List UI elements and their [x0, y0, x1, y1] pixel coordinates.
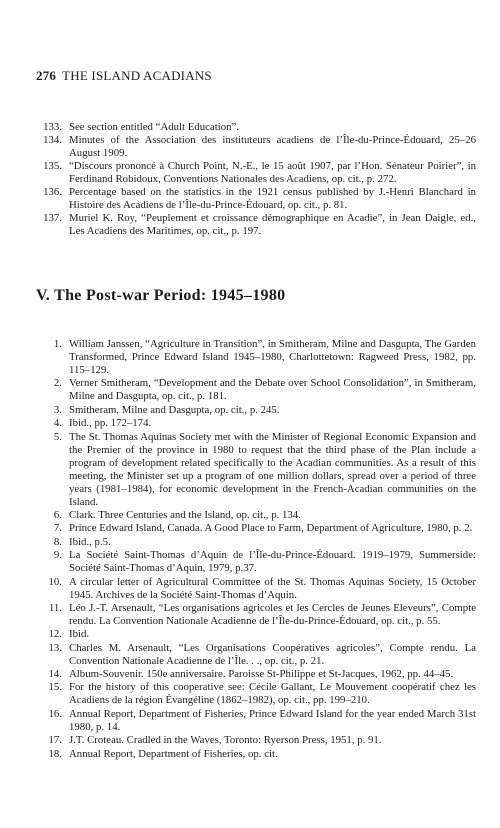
endnote-item [36, 522, 476, 535]
endnote-number: 11. [48, 601, 62, 614]
endnote-text: J.T. Croteau. Cradled in the Waves, Toronto: Ryerson Press, 1951, p. 91. [69, 734, 382, 747]
endnote-text: Annual Report, Department of Fisheries, op. cit. [69, 747, 278, 760]
endnote-item [36, 681, 476, 707]
endnote-text: “Discours prononcé à Church Point, N.-E., le 15 août 1907, par l’Hon. Sénateur Poirier”, in Ferdinand Robidoux, Conventions Nationales des Acadiens, op. cit., p. 272. [69, 160, 476, 185]
endnote-text: Léo J.-T. Arsenault, “Les organisations agricoles et les Cercles de Jeunes Eleveurs”, Compte rendu. La Convention Nationale Acadienne de l’Île-du-Prince-Édouard, op. cit., p. 55. [69, 601, 476, 627]
endnote-text: See section entitled “Adult Education”. [69, 121, 239, 133]
endnote-text: Verner Smitheram, “Development and the Debate over School Consolidation”, in Smitheram, Milne and Dasgupta, op. cit., p. 181. [69, 377, 476, 403]
endnote-text: Album-Souvenir. 150e anniversaire. Paroisse St-Philippe et St-Jacques, 1962, pp. 44–45. [69, 668, 454, 681]
endnote-item [36, 642, 476, 668]
endnote-number: 12. [48, 628, 62, 641]
endnote-text: Prince Edward Island, Canada. A Good Place to Farm, Department of Agriculture, 1980, p. 2. [69, 522, 473, 535]
endnotes-list-chapter-iv [36, 121, 476, 238]
endnote-number: 7. [53, 522, 62, 535]
endnote-item [36, 160, 476, 186]
endnote-text: Charles M. Arsenault, “Les Organisations Coopératives agricoles”, Compte rendu. La Convention Nationale Acadienne de l’Île. . ., op. cit., p. 21. [69, 641, 476, 667]
endnote-number: 14. [48, 668, 62, 681]
endnote-item [36, 536, 476, 549]
endnote-item [36, 134, 476, 160]
endnote-text: La Société Saint-Thomas d’Aquin de l’Île-du-Prince-Édouard. 1919–1979, Summerside: Société Saint-Thomas d’Aquin, 1979, p.37. [69, 549, 476, 575]
endnote-number: 9. [53, 549, 62, 562]
endnote-text: Minutes of the Association des instituteurs acadiens de l’Île-du-Prince-Édouard, 25–26 August 1909. [69, 134, 476, 159]
section-heading: V. The Post-war Period: 1945–1980 [36, 287, 286, 304]
endnote-text: Ibid. [69, 628, 90, 641]
endnote-text: Muriel K. Roy, “Peuplement et croissance démographique en Acadie”, in Jean Daigle, ed., Les Acadiens des Maritimes, op. cit., p. 197. [69, 212, 476, 237]
endnote-number: 8. [53, 535, 62, 548]
endnote-item [36, 212, 476, 238]
endnote-number: 13. [48, 641, 62, 654]
endnote-item [36, 404, 476, 417]
endnotes-list-chapter-v [36, 338, 476, 761]
endnote-item [36, 509, 476, 522]
endnote-item [36, 338, 476, 377]
endnote-text: For the history of this cooperative see: Cécile Gallant, Le Mouvement coopératif chez les Acadiens de la région Évangéline (1862–1982), op. cit., pp. 199–210. [69, 681, 476, 707]
endnote-number: 137. [43, 212, 62, 224]
endnote-number: 2. [53, 377, 62, 390]
endnote-item [36, 734, 476, 747]
endnote-text: William Janssen, “Agriculture in Transition”, in Smitheram, Milne and Dasgupta, The Garden Transformed, Prince Edward Island 1945–1980, Charlottetown: Ragweed Press, 1982, pp. 115–129. [69, 338, 476, 376]
endnote-number: 18. [48, 747, 62, 760]
endnote-item [36, 377, 476, 403]
endnote-item [36, 708, 476, 734]
endnote-number: 3. [53, 403, 62, 416]
endnote-text: The St. Thomas Aquinas Society met with the Minister of Regional Economic Expansion and the Premier of the province in 1980 to request that the third phase of the Plan include a program of development related specifically to the Acadian communities. As a result of this meeting, the Minister set up a program of one million dollars, spread over a period of three years (1981–1984), for economic development in the French-Acadian communities on the Island. [69, 430, 476, 508]
endnote-number: 17. [48, 734, 62, 747]
endnote-item [36, 417, 476, 430]
running-head [36, 68, 212, 84]
endnote-number: 16. [48, 707, 62, 720]
endnote-text: Annual Report, Department of Fisheries, Prince Edward Island for the year ended March 31st 1980, p. 14. [69, 707, 476, 733]
endnote-item [36, 668, 476, 681]
endnote-number: 135. [43, 160, 62, 172]
endnote-item [36, 576, 476, 602]
endnote-number: 6. [53, 508, 62, 521]
endnote-item [36, 186, 476, 212]
page-number: 276 [36, 68, 57, 83]
endnote-number: 1. [53, 338, 62, 350]
endnote-number: 133. [43, 121, 62, 133]
endnote-number: 15. [48, 681, 62, 694]
endnote-text: Ibid., pp. 172–174. [69, 417, 152, 430]
endnote-item [36, 121, 476, 134]
endnote-text: A circular letter of Agricultural Committee of the St. Thomas Aquinas Society, 15 October 1945. Archives de la Société Saint-Thomas d’Aquin. [69, 575, 476, 601]
endnote-item [36, 748, 476, 761]
endnote-item [36, 628, 476, 641]
endnote-number: 10. [48, 575, 62, 588]
endnote-text: Ibid., p.5. [69, 535, 111, 548]
book-title: THE ISLAND ACADIANS [62, 68, 212, 83]
endnote-item [36, 431, 476, 509]
endnote-text: Clark. Three Centuries and the Island, op. cit., p. 134. [69, 508, 301, 521]
endnote-text: Percentage based on the statistics in the 1921 census published by J.-Henri Blanchard in Histoire des Acadiens de l’Île-du-Prince-Édouard, op. cit., p. 81. [69, 186, 476, 211]
endnote-number: 4. [53, 417, 62, 430]
endnote-text: Smitheram, Milne and Dasgupta, op. cit., p. 245. [69, 403, 280, 416]
endnote-item [36, 602, 476, 628]
endnote-number: 136. [43, 186, 62, 198]
endnote-number: 134. [43, 134, 62, 146]
endnote-item [36, 549, 476, 575]
endnote-number: 5. [53, 430, 62, 443]
